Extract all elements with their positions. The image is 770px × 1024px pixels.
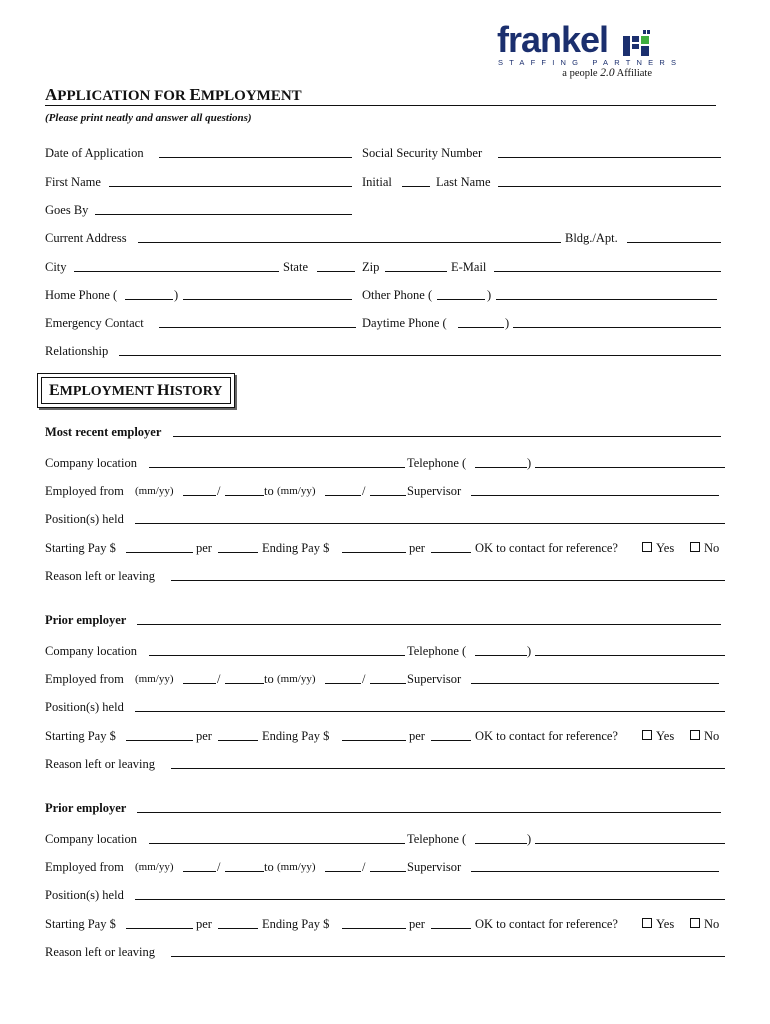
employer-heading-row xyxy=(45,611,725,629)
employer-name-field[interactable] xyxy=(173,436,721,437)
home-phone-close: ) xyxy=(174,288,179,302)
company-location-label: Company location xyxy=(45,644,137,658)
initial-label: Initial xyxy=(362,175,392,189)
starting-per-field[interactable] xyxy=(218,552,258,553)
email-label: E-Mail xyxy=(451,260,487,274)
ending-per-label: per xyxy=(409,729,425,743)
starting-pay-label: Starting Pay $ xyxy=(45,541,116,555)
employed-from-label: Employed from xyxy=(45,672,124,686)
daytime-phone-label: Daytime Phone ( xyxy=(362,316,447,330)
row-relationship xyxy=(45,342,725,360)
ending-pay-field[interactable] xyxy=(342,928,406,929)
from-year-field[interactable] xyxy=(225,683,264,684)
employment-history-heading: EMPLOYMENT HISTORY xyxy=(37,373,235,408)
company-location-label: Company location xyxy=(45,832,137,846)
daytime-phone-area-field[interactable] xyxy=(458,327,504,328)
to-label: to xyxy=(264,672,274,686)
instructions: (Please print neatly and answer all questions) xyxy=(45,112,252,124)
starting-per-label: per xyxy=(196,729,212,743)
zip-label: Zip xyxy=(362,260,380,274)
no-checkbox-label: No xyxy=(704,541,720,555)
row-pay xyxy=(45,539,725,557)
current-address-field[interactable] xyxy=(138,242,561,243)
telephone-close: ) xyxy=(527,644,532,658)
from-mmyy-label: (mm/yy) xyxy=(135,485,174,497)
row-company-location xyxy=(45,454,725,472)
company-location-field[interactable] xyxy=(149,655,405,656)
supervisor-label: Supervisor xyxy=(407,672,462,686)
relationship-label: Relationship xyxy=(45,344,109,358)
daytime-phone-field[interactable] xyxy=(513,327,721,328)
reason-left-field[interactable] xyxy=(171,956,725,957)
page-title: APPLICATION FOR EMPLOYMENT xyxy=(45,85,716,106)
row-reason-left xyxy=(45,755,725,773)
goes-by-label: Goes By xyxy=(45,203,89,217)
yes-checkbox-label: Yes xyxy=(656,917,675,931)
reason-left-label: Reason left or leaving xyxy=(45,945,156,959)
supervisor-label: Supervisor xyxy=(407,484,462,498)
telephone-close: ) xyxy=(527,456,532,470)
supervisor-field[interactable] xyxy=(471,495,719,496)
ok-to-contact-label: OK to contact for reference? xyxy=(475,729,618,743)
checkbox-icon[interactable] xyxy=(642,918,652,928)
to-year-field[interactable] xyxy=(370,683,406,684)
logo-wordmark: frankel xyxy=(497,19,609,60)
yes-checkbox[interactable] xyxy=(642,539,674,557)
ok-to-contact-label: OK to contact for reference? xyxy=(475,541,618,555)
starting-per-label: per xyxy=(196,917,212,931)
positions-held-label: Position(s) held xyxy=(45,700,124,714)
starting-per-label: per xyxy=(196,541,212,555)
telephone-field[interactable] xyxy=(535,655,725,656)
ending-pay-label: Ending Pay $ xyxy=(262,541,330,555)
first-name-label: First Name xyxy=(45,175,101,189)
employed-from-label: Employed from xyxy=(45,484,124,498)
positions-held-label: Position(s) held xyxy=(45,512,124,526)
to-month-field[interactable] xyxy=(325,683,361,684)
telephone-label: Telephone ( xyxy=(407,832,467,846)
ssn-label: Social Security Number xyxy=(362,146,483,160)
ending-pay-label: Ending Pay $ xyxy=(262,917,330,931)
telephone-close: ) xyxy=(527,832,532,846)
checkbox-icon[interactable] xyxy=(690,542,700,552)
ending-per-field[interactable] xyxy=(431,740,471,741)
ssn-field[interactable] xyxy=(498,157,721,158)
starting-pay-label: Starting Pay $ xyxy=(45,917,116,931)
to-label: to xyxy=(264,860,274,874)
row-pay xyxy=(45,915,725,933)
row-phones xyxy=(45,286,725,304)
company-location-field[interactable] xyxy=(149,467,405,468)
telephone-label: Telephone ( xyxy=(407,456,467,470)
employer-heading-row xyxy=(45,799,725,817)
row-goes-by xyxy=(45,201,725,219)
starting-per-field[interactable] xyxy=(218,928,258,929)
ok-to-contact-label: OK to contact for reference? xyxy=(475,917,618,931)
from-month-field[interactable] xyxy=(183,683,216,684)
zip-field[interactable] xyxy=(385,271,447,272)
bldg-apt-field[interactable] xyxy=(627,242,721,243)
first-name-field[interactable] xyxy=(109,186,352,187)
other-phone-area-field[interactable] xyxy=(437,299,485,300)
city-label: City xyxy=(45,260,67,274)
row-reason-left xyxy=(45,567,725,585)
home-phone-label: Home Phone ( xyxy=(45,288,118,302)
starting-pay-field[interactable] xyxy=(126,552,193,553)
company-location-field[interactable] xyxy=(149,843,405,844)
row-employed-dates xyxy=(45,858,725,876)
email-field[interactable] xyxy=(494,271,721,272)
logo-mark-icon xyxy=(623,30,651,60)
yes-checkbox[interactable] xyxy=(642,727,674,745)
goes-by-field[interactable] xyxy=(95,214,352,215)
telephone-area-field[interactable] xyxy=(475,843,527,844)
row-address xyxy=(45,229,725,247)
city-field[interactable] xyxy=(74,271,279,272)
from-slash: / xyxy=(217,484,221,498)
row-positions-held xyxy=(45,886,725,904)
other-phone-label: Other Phone ( xyxy=(362,288,433,302)
bldg-apt-label: Bldg./Apt. xyxy=(565,231,618,245)
yes-checkbox-label: Yes xyxy=(656,541,675,555)
state-field[interactable] xyxy=(317,271,355,272)
to-mmyy-label: (mm/yy) xyxy=(277,485,316,497)
reason-left-field[interactable] xyxy=(171,768,725,769)
row-reason-left xyxy=(45,943,725,961)
no-checkbox[interactable] xyxy=(690,539,719,557)
row-pay xyxy=(45,727,725,745)
positions-held-label: Position(s) held xyxy=(45,888,124,902)
starting-per-field[interactable] xyxy=(218,740,258,741)
to-mmyy-label: (mm/yy) xyxy=(277,861,316,873)
telephone-field[interactable] xyxy=(535,843,725,844)
no-checkbox-label: No xyxy=(704,917,720,931)
yes-checkbox[interactable] xyxy=(642,915,674,933)
telephone-label: Telephone ( xyxy=(407,644,467,658)
reason-left-label: Reason left or leaving xyxy=(45,757,156,771)
initial-field[interactable] xyxy=(402,186,430,187)
date-of-application-label: Date of Application xyxy=(45,146,144,160)
telephone-field[interactable] xyxy=(535,467,725,468)
last-name-field[interactable] xyxy=(498,186,721,187)
supervisor-field[interactable] xyxy=(471,871,719,872)
row-date-ssn xyxy=(45,144,725,162)
employer-heading: Prior employer xyxy=(45,801,127,815)
checkbox-icon[interactable] xyxy=(690,730,700,740)
from-slash: / xyxy=(217,860,221,874)
to-year-field[interactable] xyxy=(370,871,406,872)
starting-pay-field[interactable] xyxy=(126,740,193,741)
starting-pay-field[interactable] xyxy=(126,928,193,929)
employer-heading-row xyxy=(45,423,725,441)
no-checkbox[interactable] xyxy=(690,915,719,933)
other-phone-field[interactable] xyxy=(496,299,717,300)
checkbox-icon[interactable] xyxy=(642,542,652,552)
logo-tagline: STAFFING PARTNERS xyxy=(498,58,683,67)
from-month-field[interactable] xyxy=(183,495,216,496)
ending-pay-label: Ending Pay $ xyxy=(262,729,330,743)
emergency-contact-field[interactable] xyxy=(159,327,356,328)
employer-heading: Prior employer xyxy=(45,613,127,627)
to-label: to xyxy=(264,484,274,498)
positions-held-field[interactable] xyxy=(135,899,725,900)
row-emergency xyxy=(45,314,725,332)
checkbox-icon[interactable] xyxy=(642,730,652,740)
row-city xyxy=(45,258,725,276)
reason-left-label: Reason left or leaving xyxy=(45,569,156,583)
home-phone-field[interactable] xyxy=(183,299,352,300)
to-slash: / xyxy=(362,860,366,874)
relationship-field[interactable] xyxy=(119,355,721,356)
to-mmyy-label: (mm/yy) xyxy=(277,673,316,685)
checkbox-icon[interactable] xyxy=(690,918,700,928)
ending-per-field[interactable] xyxy=(431,552,471,553)
ending-per-field[interactable] xyxy=(431,928,471,929)
ending-pay-field[interactable] xyxy=(342,740,406,741)
row-positions-held xyxy=(45,510,725,528)
ending-pay-field[interactable] xyxy=(342,552,406,553)
home-phone-area-field[interactable] xyxy=(125,299,173,300)
row-employed-dates xyxy=(45,670,725,688)
from-mmyy-label: (mm/yy) xyxy=(135,861,174,873)
date-of-application-field[interactable] xyxy=(159,157,352,158)
employer-heading: Most recent employer xyxy=(45,425,162,439)
ending-per-label: per xyxy=(409,541,425,555)
row-employed-dates xyxy=(45,482,725,500)
reason-left-field[interactable] xyxy=(171,580,725,581)
yes-checkbox-label: Yes xyxy=(656,729,675,743)
telephone-area-field[interactable] xyxy=(475,467,527,468)
state-label: State xyxy=(283,260,308,274)
company-location-label: Company location xyxy=(45,456,137,470)
row-company-location xyxy=(45,830,725,848)
to-month-field[interactable] xyxy=(325,871,361,872)
no-checkbox[interactable] xyxy=(690,727,719,745)
supervisor-field[interactable] xyxy=(471,683,719,684)
no-checkbox-label: No xyxy=(704,729,720,743)
emergency-contact-label: Emergency Contact xyxy=(45,316,144,330)
current-address-label: Current Address xyxy=(45,231,127,245)
affiliate-note: a people 2.0 Affiliate xyxy=(562,67,652,79)
starting-pay-label: Starting Pay $ xyxy=(45,729,116,743)
from-month-field[interactable] xyxy=(183,871,216,872)
daytime-phone-close: ) xyxy=(505,316,510,330)
from-year-field[interactable] xyxy=(225,495,264,496)
supervisor-label: Supervisor xyxy=(407,860,462,874)
telephone-area-field[interactable] xyxy=(475,655,527,656)
row-names xyxy=(45,173,725,191)
ending-per-label: per xyxy=(409,917,425,931)
from-mmyy-label: (mm/yy) xyxy=(135,673,174,685)
from-year-field[interactable] xyxy=(225,871,264,872)
other-phone-close: ) xyxy=(487,288,492,302)
to-month-field[interactable] xyxy=(325,495,361,496)
employer-name-field[interactable] xyxy=(137,812,721,813)
from-slash: / xyxy=(217,672,221,686)
to-year-field[interactable] xyxy=(370,495,406,496)
employer-name-field[interactable] xyxy=(137,624,721,625)
to-slash: / xyxy=(362,672,366,686)
row-company-location xyxy=(45,642,725,660)
last-name-label: Last Name xyxy=(436,175,491,189)
to-slash: / xyxy=(362,484,366,498)
employed-from-label: Employed from xyxy=(45,860,124,874)
positions-held-field[interactable] xyxy=(135,523,725,524)
row-positions-held xyxy=(45,698,725,716)
positions-held-field[interactable] xyxy=(135,711,725,712)
